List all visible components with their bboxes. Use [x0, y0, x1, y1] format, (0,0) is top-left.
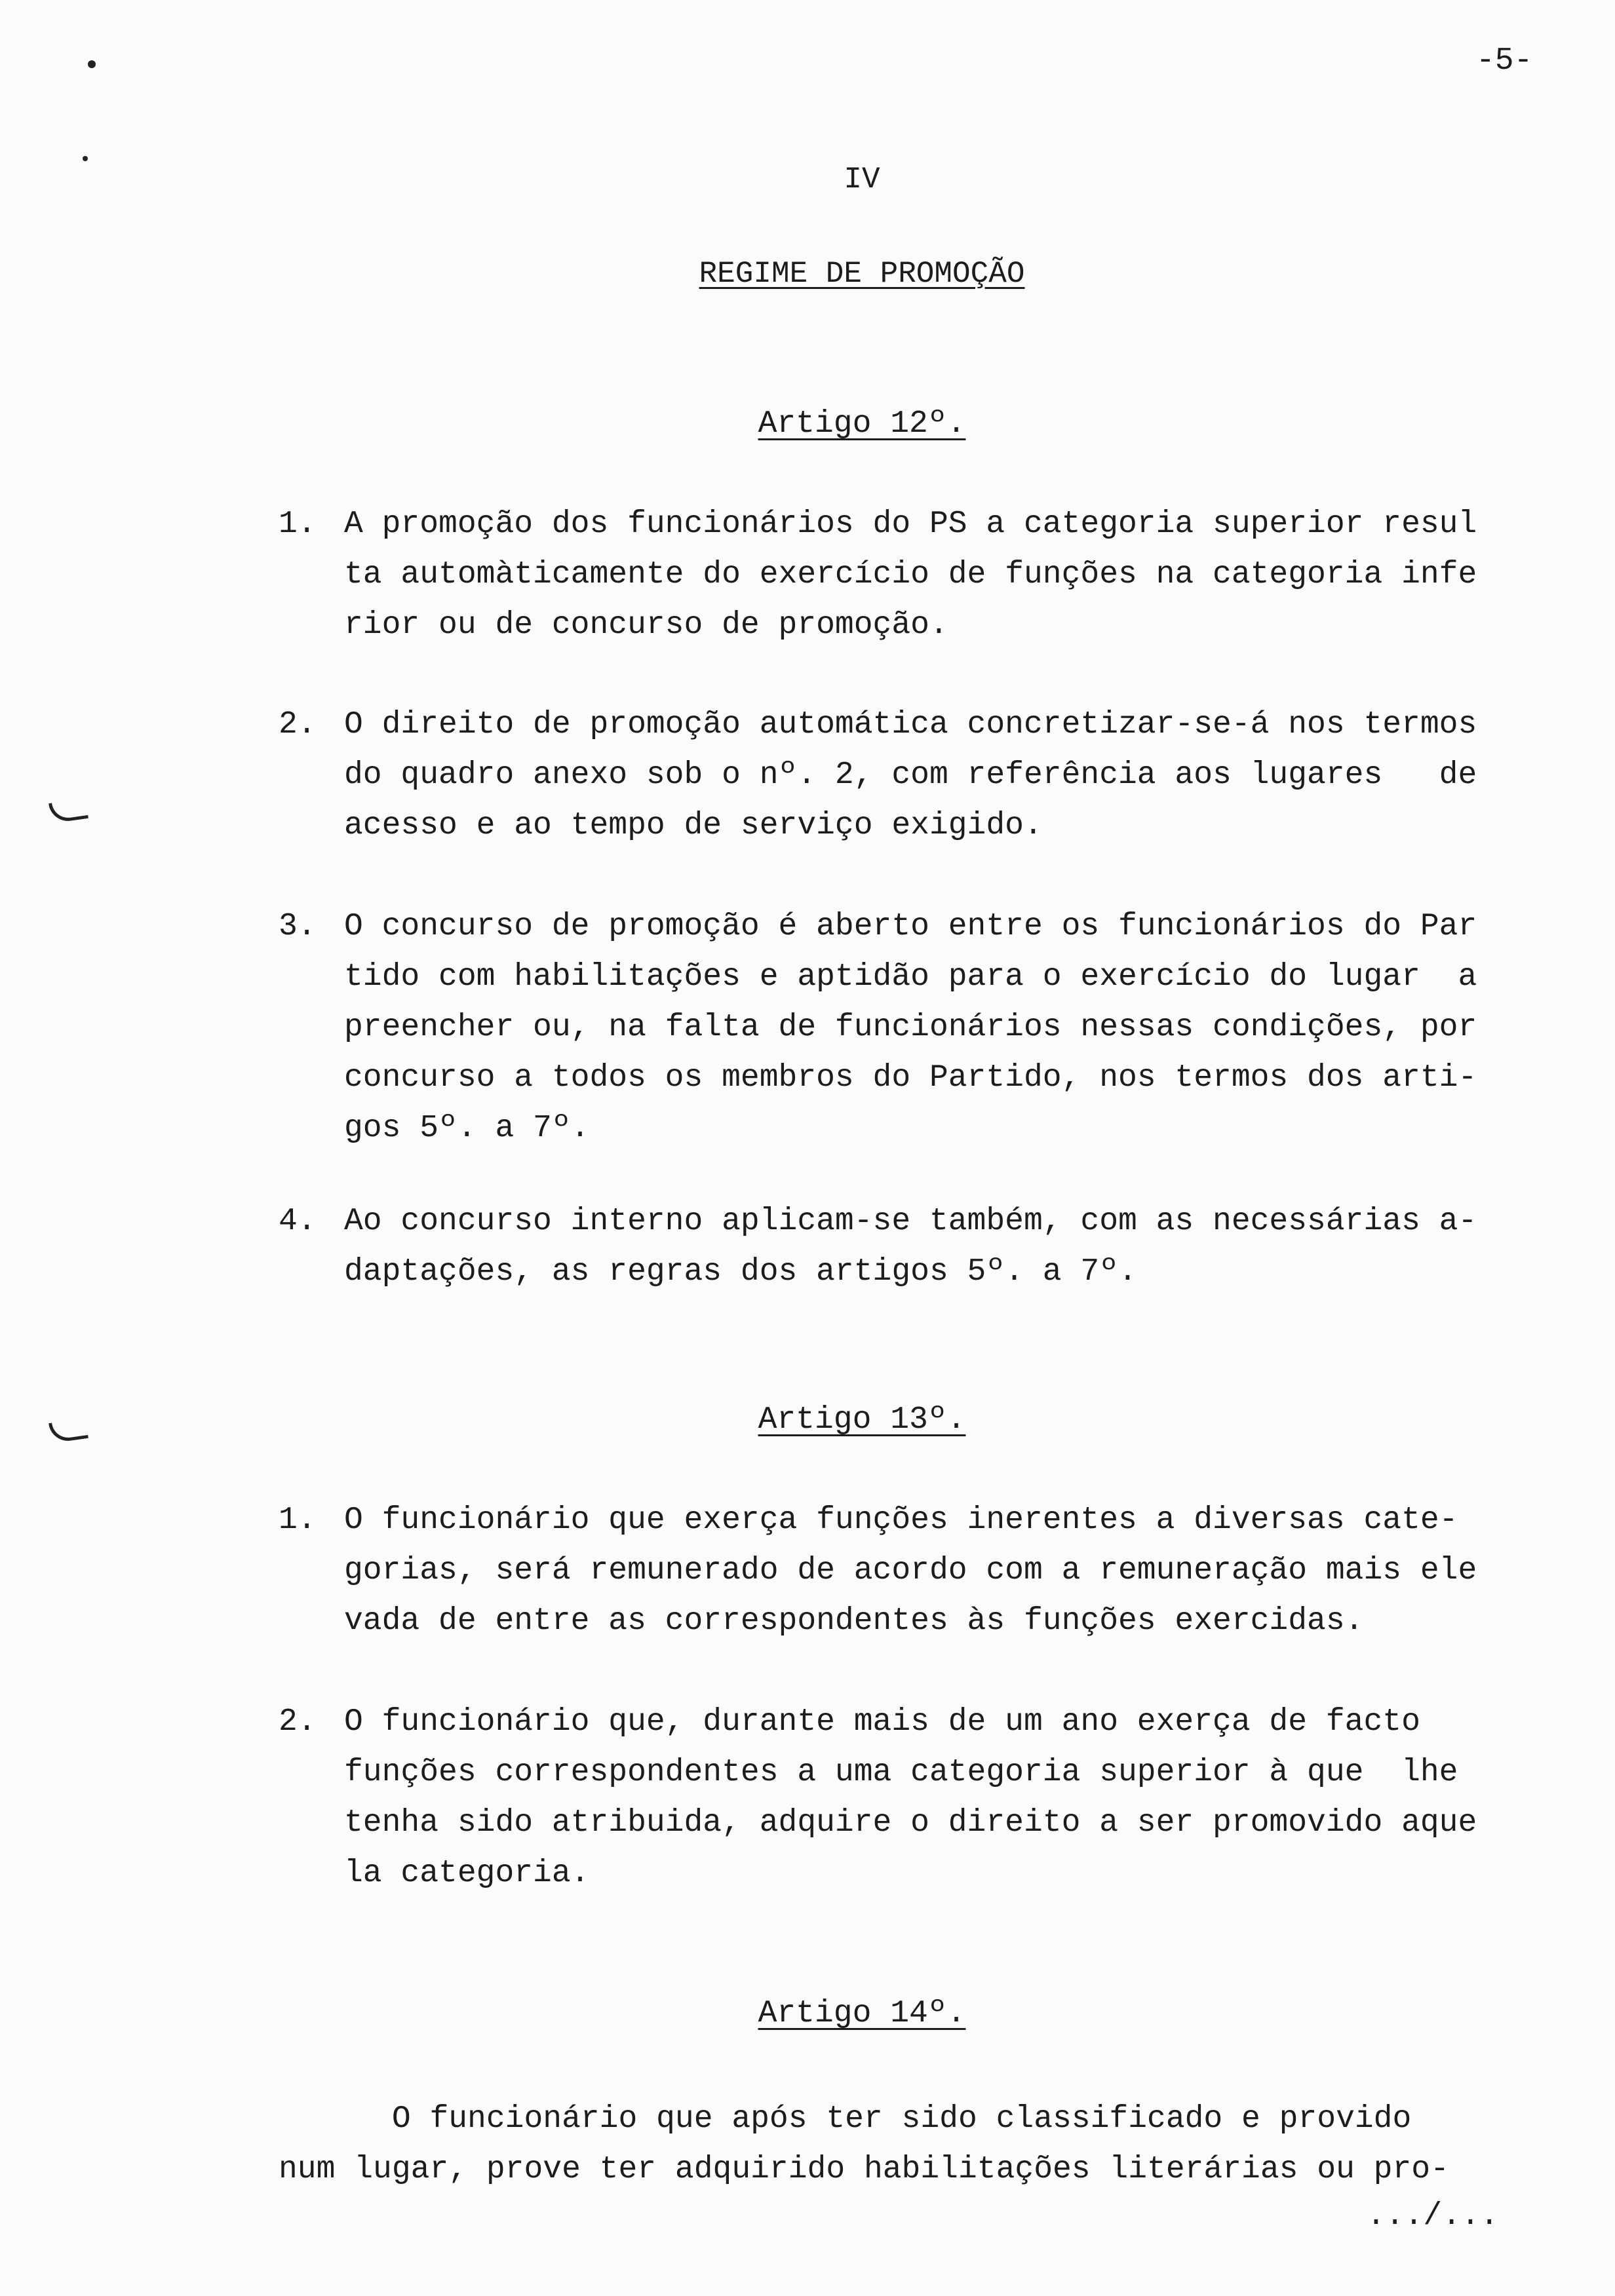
section-title: REGIME DE PROMOÇÃO — [699, 257, 1025, 291]
item-line: funções correspondentes a uma categoria superior à que lhe — [344, 1755, 1458, 1790]
paragraph-line: num lugar, prove ter adquirido habilitações literárias ou pro- — [279, 2152, 1449, 2187]
article-12-heading: Artigo 12º. — [758, 406, 966, 442]
article-12-item-1 — [279, 499, 1537, 651]
item-line: acesso e ao tempo de serviço exigido. — [344, 808, 1043, 843]
section-number: IV — [844, 163, 880, 197]
item-line: O concurso de promoção é aberto entre os funcionários do Par — [344, 909, 1477, 944]
page-number: -5- — [1476, 43, 1533, 79]
article-14-heading: Artigo 14º. — [758, 1996, 966, 2031]
item-line: A promoção dos funcionários do PS a categoria superior resul — [344, 507, 1477, 542]
item-line: vada de entre as correspondentes às funções exercidas. — [344, 1603, 1364, 1639]
item-number: 1. — [279, 1502, 317, 1538]
item-number: 4. — [279, 1204, 317, 1239]
item-line: tido com habilitações e aptidão para o exercício do lugar a — [344, 959, 1477, 995]
article-13-item-2 — [279, 1697, 1537, 1899]
margin-dot — [88, 60, 96, 68]
item-number: 2. — [279, 707, 317, 742]
article-12-item-4 — [279, 1196, 1537, 1297]
item-line: rior ou de concurso de promoção. — [344, 607, 948, 643]
item-line: O funcionário que exerça funções inerentes a diversas cate- — [344, 1502, 1458, 1538]
item-line: O direito de promoção automática concretizar-se-á nos termos — [344, 707, 1477, 742]
item-line: gos 5º. a 7º. — [344, 1111, 590, 1146]
item-line: O funcionário que, durante mais de um ano exerça de facto — [344, 1704, 1420, 1740]
paragraph-line: O funcionário que após ter sido classificado e provido — [279, 2101, 1412, 2137]
article-13-heading: Artigo 13º. — [758, 1402, 966, 1438]
item-number: 3. — [279, 909, 317, 944]
item-line: daptações, as regras dos artigos 5º. a 7º. — [344, 1254, 1137, 1290]
margin-dot — [83, 156, 88, 161]
item-line: gorias, será remunerado de acordo com a remuneração mais ele — [344, 1553, 1477, 1588]
article-14-paragraph — [279, 2094, 1537, 2195]
item-number: 1. — [279, 507, 317, 542]
item-line: la categoria. — [344, 1856, 590, 1891]
item-line: ta automàticamente do exercício de funções na categoria infe — [344, 557, 1477, 592]
item-line: do quadro anexo sob o nº. 2, com referência aos lugares de — [344, 757, 1477, 793]
continuation-mark: .../... — [1367, 2198, 1499, 2234]
item-number: 2. — [279, 1704, 317, 1740]
item-line: Ao concurso interno aplicam-se também, com as necessárias a- — [344, 1204, 1477, 1239]
item-line: tenha sido atribuida, adquire o direito a ser promovido aque — [344, 1805, 1477, 1841]
article-12-item-3 — [279, 902, 1537, 1154]
article-12-item-2 — [279, 700, 1537, 851]
item-line: concurso a todos os membros do Partido, nos termos dos arti- — [344, 1060, 1477, 1096]
article-13-item-1 — [279, 1495, 1537, 1647]
margin-mark — [49, 798, 88, 824]
item-line: preencher ou, na falta de funcionários nessas condições, por — [344, 1010, 1477, 1045]
